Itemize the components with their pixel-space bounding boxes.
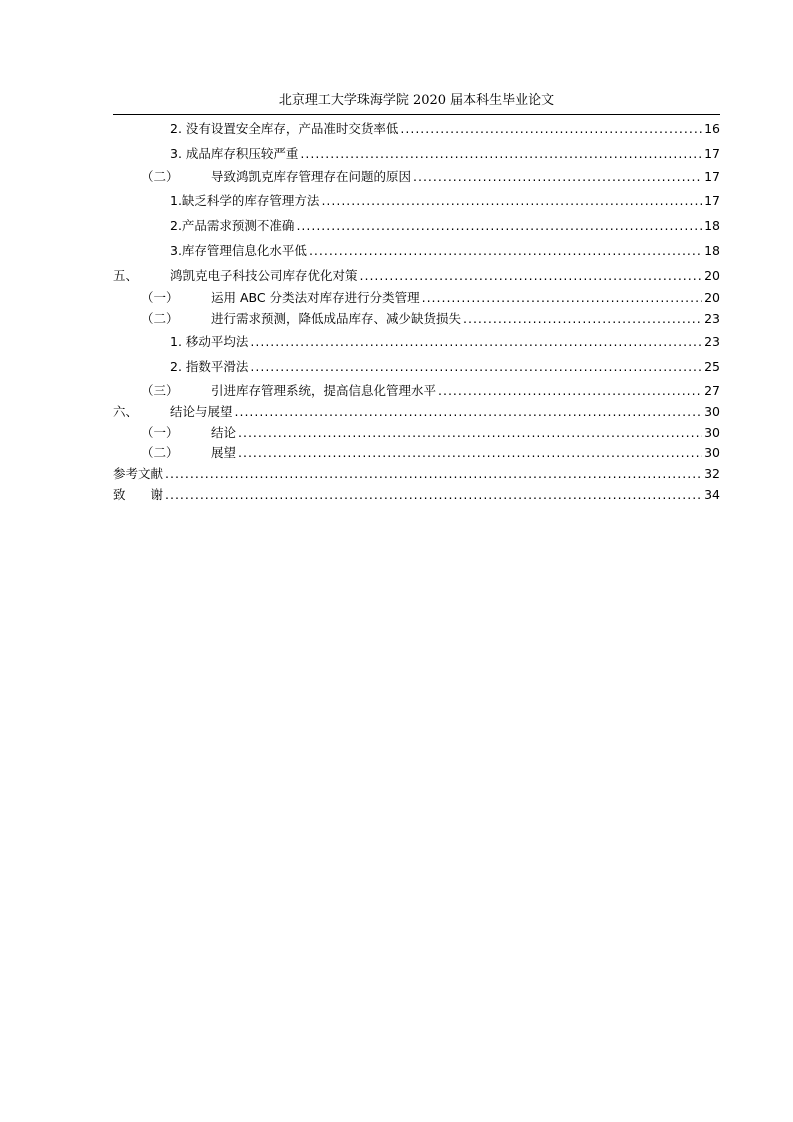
toc-leader-dots [238,423,702,443]
toc-leader-dots [400,119,702,139]
toc-entry[interactable] [113,119,720,139]
toc-entry[interactable] [113,485,720,505]
toc-entry-number: 六、 [113,404,139,419]
toc-leader-dots [165,485,702,505]
toc-leader-dots [250,332,702,352]
toc-entry-title: 3.库存管理信息化水平低 [170,243,307,258]
toc-entry[interactable] [113,423,720,443]
toc-leader-dots [438,381,702,401]
toc-leader-dots [296,216,702,236]
toc-leader-dots [235,402,703,422]
toc-entry[interactable] [113,288,720,308]
toc-entry-page: 17 [704,169,720,184]
toc-entry[interactable] [113,266,720,286]
toc-entry[interactable] [113,443,720,463]
toc-entry-page: 17 [704,193,720,208]
toc-entry-title: 结论与展望 [170,404,233,419]
toc-entry-title: 致 谢 [113,487,164,502]
toc-entry[interactable] [113,191,720,211]
toc-entry[interactable] [113,357,720,377]
toc-entry[interactable] [113,332,720,352]
toc-entry[interactable] [113,464,720,484]
toc-entry-title: 进行需求预测，降低成品库存、减少缺货损失 [211,311,462,326]
toc-leader-dots [360,266,703,286]
toc-entry-number: （二） [141,445,179,460]
toc-leader-dots [422,288,703,308]
toc-entry-title: 1. 移动平均法 [170,334,249,349]
toc-entry-page: 23 [704,311,720,326]
toc-entry-number: （二） [141,169,179,184]
toc-entry[interactable] [113,381,720,401]
toc-entry-number: （二） [141,311,179,326]
toc-leader-dots [321,191,702,211]
toc-entry-title: 引进库存管理系统，提高信息化管理水平 [211,383,437,398]
toc-entry[interactable] [113,216,720,236]
toc-entry-number: （一） [141,290,179,305]
toc-entry-title: 导致鸿凯克库存管理存在问题的原因 [211,169,412,184]
toc-entry-title: 运用 ABC 分类法对库存进行分类管理 [211,290,420,305]
toc-leader-dots [238,443,702,463]
toc-entry-page: 17 [704,146,720,161]
toc-entry-page: 18 [704,243,720,258]
toc-entry[interactable] [113,241,720,261]
toc-entry-title: 展望 [211,445,237,460]
toc-entry-number: 五、 [113,268,139,283]
toc-entry-title: 1.缺乏科学的库存管理方法 [170,193,320,208]
toc-entry-page: 25 [704,359,720,374]
toc-entry[interactable] [113,144,720,164]
toc-entry[interactable] [113,167,720,187]
toc-entry-page: 18 [704,218,720,233]
toc-entry-title: 3. 成品库存积压较严重 [170,146,299,161]
toc-entry[interactable] [113,402,720,422]
toc-entry-page: 20 [704,268,720,283]
toc-entry-page: 16 [704,121,720,136]
toc-entry-page: 32 [704,466,720,481]
header-divider [113,114,720,115]
toc-entry-title: 结论 [211,425,237,440]
toc-entry-title: 参考文献 [113,466,164,481]
toc-leader-dots [463,309,702,329]
toc-leader-dots [413,167,702,187]
toc-entry-page: 30 [704,445,720,460]
toc-entry[interactable] [113,309,720,329]
toc-entry-page: 23 [704,334,720,349]
toc-entry-number: （一） [141,425,179,440]
toc-entry-title: 鸿凯克电子科技公司库存优化对策 [170,268,358,283]
toc-entry-page: 20 [704,290,720,305]
page-header: 北京理工大学珠海学院 2020 届本科生毕业论文 [278,93,555,108]
toc-leader-dots [300,144,702,164]
toc-entry-number: （三） [141,383,179,398]
toc-entry-page: 27 [704,383,720,398]
toc-entry-title: 2. 没有设置安全库存，产品准时交货率低 [170,121,399,136]
toc-entry-title: 2. 指数平滑法 [170,359,249,374]
toc-leader-dots [165,464,702,484]
toc-entry-page: 30 [704,425,720,440]
toc-leader-dots [309,241,702,261]
toc-leader-dots [250,357,702,377]
toc-entry-title: 2.产品需求预测不准确 [170,218,295,233]
toc-entry-page: 30 [704,404,720,419]
toc-entry-page: 34 [704,487,720,502]
